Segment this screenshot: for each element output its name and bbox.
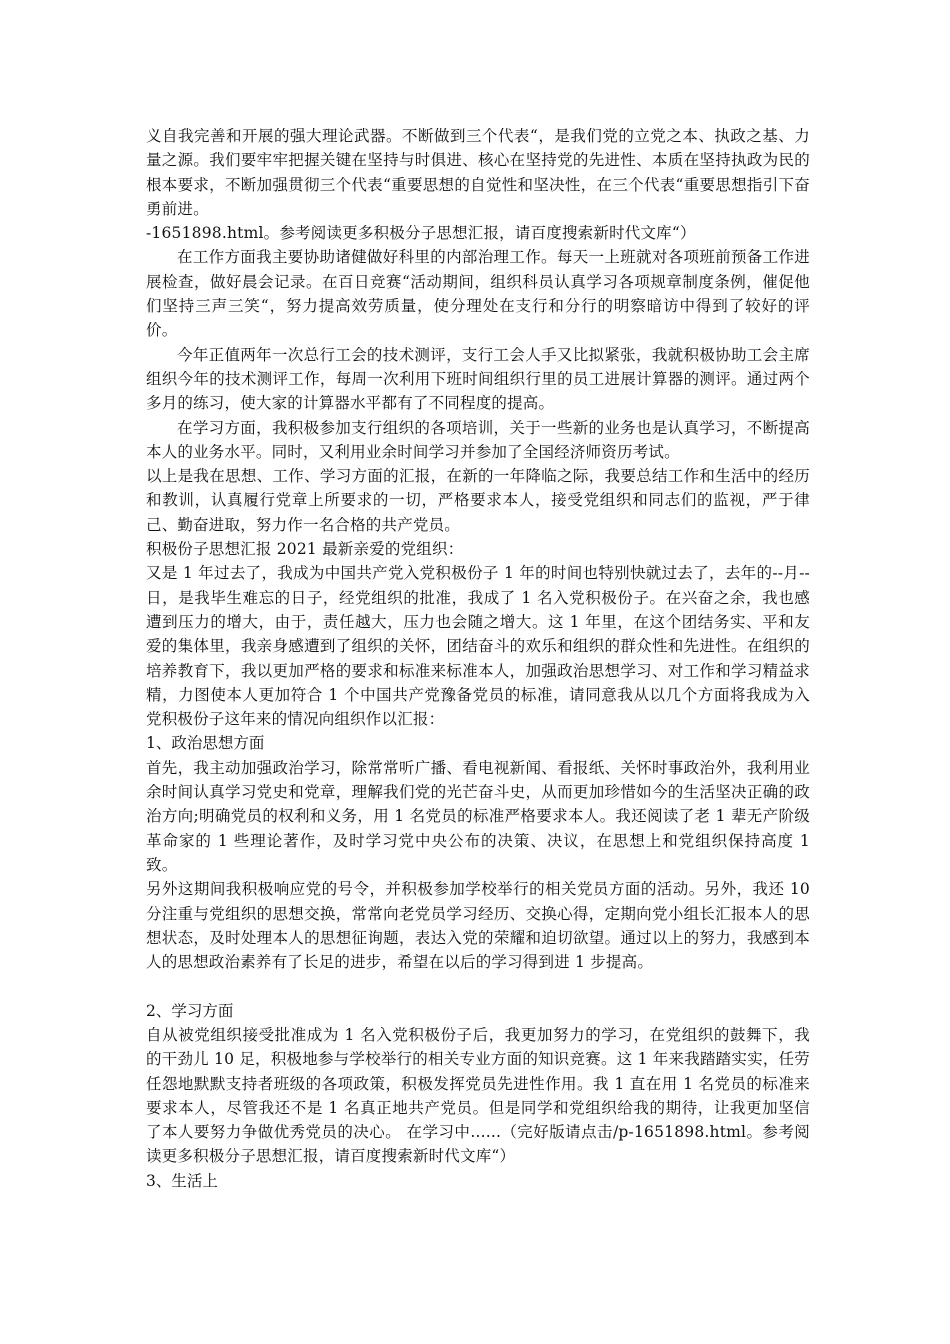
report-title-line: 积极份子思想汇报 2021 最新亲爱的党组织： (146, 540, 464, 559)
paragraph-work: 在工作方面我主要协助诸健做好科里的内部治理工作。每天一上班就对各项班前预备工作进展检查，做好晨会记录。在百日竞赛“活动期间，组织科员认真学习各项规章制度条例，催促他们坚持三声三笑“，努力提高效劳质量，使分理处在支行和分行的明察暗访中得到了较好的评价。 (146, 248, 810, 340)
section-heading-study: 2、学习方面 (146, 1001, 234, 1020)
paragraph-reference-link-1: -1651898.html。参考阅读更多积极分子思想汇报，请百度搜索新时代文库“） (146, 224, 696, 243)
blank-line (146, 974, 810, 998)
paragraph-summary: 以上是我在思想、工作、学习方面的汇报，在新的一年降临之际，我要总结工作和生活中的经历和教训，认真履行党章上所要求的一切，严格要求本人，接受党组织和同志们的监视，严于律己、勤奋进取，努力作一名合格的共产党员。 (146, 467, 810, 534)
paragraph-theory: 义自我完善和开展的强大理论武器。不断做到三个代表“，是我们党的立党之本、执政之基、力量之源。我们要牢牢把握关键在坚持与时俱进、核心在坚持党的先进性、本质在坚持执政为民的根本要求，不断加强贯彻三个代表“重要思想的自觉性和坚决性，在三个代表“重要思想指引下奋勇前进。 (146, 127, 810, 218)
section-heading-life: 3、生活上 (146, 1171, 218, 1190)
section-heading-politics: 1、政治思想方面 (146, 734, 265, 753)
paragraph-study: 在学习方面，我积极参加支行组织的各项培训，关于一些新的业务也是认真学习，不断提高本人的业务水平。同时，又利用业余时间学习并参加了全国经济师资历考试。 (146, 418, 810, 461)
paragraph-politics-1: 首先，我主动加强政治学习，除常常听广播、看电视新闻、看报纸、关怀时事政治外，我利用业余时间认真学习党史和党章，理解我们党的光芒奋斗史，从而更加珍惜如今的生活坚决正确的政治方向;明确党员的权利和义务，用 1 名党员的标准严格要求本人。我还阅读了老 1 辈无产阶级革命家的 1 些理论著作，及时学习党中央公布的决策、决议，在思想上和党组织保持高度 1 致。 (146, 758, 810, 874)
paragraph-intro: 又是 1 年过去了，我成为中国共产党入党积极份子 1 年的时间也特别快就过去了，去年的--月--日，是我毕生难忘的日子，经党组织的批准，我成了 1 名入党积极份子。在兴奋之余，我也感遭到压力的增大，由于，责任越大，压力也会随之增大。这 1 年里，在这个团结务实、平和友爱的集体里，我亲身感遭到了组织的关怀，团结奋斗的欢乐和组织的群众性和先进性。在组织的培养教育下，我以更加严格的要求和标准来标准本人，加强政治思想学习、对工作和学习精益求精，力图使本人更加符合 1 个中国共产党豫备党员的标准，请同意我从以几个方面将我成为入党积极份子这年来的情况向组织作以汇报： (146, 564, 810, 729)
paragraph-study-section: 自从被党组织接受批准成为 1 名入党积极份子后，我更加努力的学习，在党组织的鼓舞下，我的干劲儿 10 足，积极地参与学校举行的相关专业方面的知识竞赛。这 1 年来我踏踏实实，任劳任怨地默默支持者班级的各项政策，积极发挥党员先进性作用。我 1 直在用 1 名党员的标准来要求本人，尽管我还不是 1 名真正地共产党员。但是同学和党组织给我的期待，让我更加坚信了本人要努力争做优秀党员的决心。 在学习中......（完好版请点击/p-1651898.html。参考阅读更多积极分子思想汇报，请百度搜索新时代文库“） (146, 1025, 810, 1166)
paragraph-technical-test: 今年正值两年一次总行工会的技术测评，支行工会人手又比拟紧张，我就积极协助工会主席组织今年的技术测评工作，每周一次利用下班时间组织行里的员工进展计算器的测评。通过两个多月的练习，使大家的计算器水平都有了不同程度的提高。 (146, 345, 810, 413)
document-page (146, 124, 810, 1193)
paragraph-politics-2: 另外这期间我积极响应党的号令，并积极参加学校举行的相关党员方面的活动。另外，我还 10 分注重与党组织的思想交换，常常向老党员学习经历、交换心得，定期向党小组长汇报本人的思想状态，及时处理本人的思想征询题，表达入党的荣耀和迫切欲望。通过以上的努力，我感到本人的思想政治素养有了长足的进步，希望在以后的学习得到进 1 步提高。 (146, 880, 810, 972)
